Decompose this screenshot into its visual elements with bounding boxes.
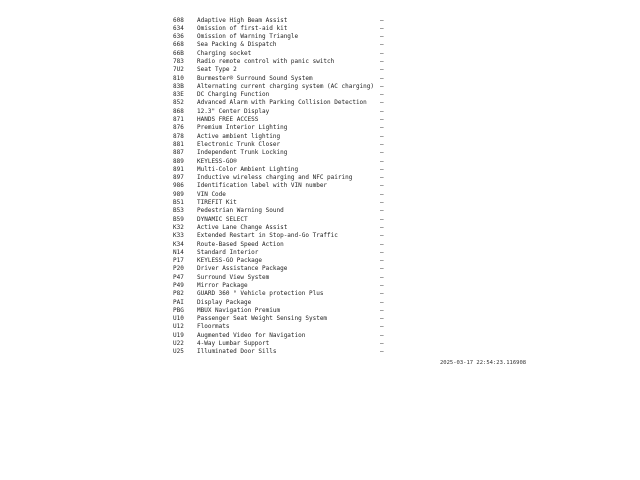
option-description: Active ambient lighting xyxy=(197,132,281,140)
option-status: — xyxy=(380,57,384,65)
option-row xyxy=(173,257,388,265)
option-row xyxy=(173,116,388,124)
option-status: — xyxy=(380,306,384,314)
option-status: — xyxy=(380,323,384,331)
option-row xyxy=(173,83,388,91)
option-status: — xyxy=(380,165,384,173)
option-status: — xyxy=(380,348,384,356)
option-code: U12 xyxy=(173,323,184,331)
option-code: 887 xyxy=(173,149,184,157)
option-description: Sea Packing & Dispatch xyxy=(197,41,277,49)
option-row xyxy=(173,232,388,240)
option-status: — xyxy=(380,215,384,223)
option-status: — xyxy=(380,16,384,24)
option-status: — xyxy=(380,107,384,115)
option-row xyxy=(173,315,388,323)
option-status: — xyxy=(380,49,384,57)
option-description: HANDS FREE ACCESS xyxy=(197,116,259,124)
option-row xyxy=(173,141,388,149)
option-code: P47 xyxy=(173,273,184,281)
option-description: Active Lane Change Assist xyxy=(197,223,288,231)
option-row xyxy=(173,340,388,348)
option-status: — xyxy=(380,124,384,132)
option-status: — xyxy=(380,331,384,339)
option-description: Multi-Color Ambient Lighting xyxy=(197,165,299,173)
option-row xyxy=(173,99,388,107)
option-status: — xyxy=(380,74,384,82)
option-description: TIREFIT Kit xyxy=(197,199,237,207)
option-status: — xyxy=(380,240,384,248)
option-row xyxy=(173,299,388,307)
option-status: — xyxy=(380,199,384,207)
option-row xyxy=(173,274,388,282)
option-code: 636 xyxy=(173,33,184,41)
option-row xyxy=(173,166,388,174)
option-row xyxy=(173,290,388,298)
option-status: — xyxy=(380,149,384,157)
option-description: Alternating current charging system (AC charging) xyxy=(197,82,375,90)
option-description: Display Package xyxy=(197,298,252,306)
option-code: 783 xyxy=(173,57,184,65)
option-code: K32 xyxy=(173,223,184,231)
option-status: — xyxy=(380,91,384,99)
option-status: — xyxy=(380,298,384,306)
option-description: Pedestrian Warning Sound xyxy=(197,207,284,215)
option-code: 83B xyxy=(173,82,184,90)
option-row xyxy=(173,307,388,315)
option-status: — xyxy=(380,157,384,165)
option-code: 878 xyxy=(173,132,184,140)
option-code: 668 xyxy=(173,41,184,49)
option-row xyxy=(173,50,388,58)
option-description: Independent Trunk Locking xyxy=(197,149,288,157)
option-description: 12.3" Center Display xyxy=(197,107,270,115)
option-row xyxy=(173,124,388,132)
option-status: — xyxy=(380,99,384,107)
option-code: 891 xyxy=(173,165,184,173)
option-description: Route-Based Speed Action xyxy=(197,240,284,248)
option-status: — xyxy=(380,33,384,41)
option-code: B59 xyxy=(173,215,184,223)
option-row xyxy=(173,75,388,83)
option-status: — xyxy=(380,273,384,281)
option-code: P17 xyxy=(173,257,184,265)
option-code: 876 xyxy=(173,124,184,132)
option-description: VIN Code xyxy=(197,190,226,198)
option-code: PBG xyxy=(173,306,184,314)
option-code: 986 xyxy=(173,182,184,190)
option-status: — xyxy=(380,265,384,273)
option-row xyxy=(173,133,388,141)
option-row xyxy=(173,33,388,41)
option-code: 897 xyxy=(173,174,184,182)
option-code: 608 xyxy=(173,16,184,24)
option-description: Electronic Trunk Closer xyxy=(197,140,281,148)
option-status: — xyxy=(380,66,384,74)
option-row xyxy=(173,249,388,257)
option-status: — xyxy=(380,132,384,140)
option-row xyxy=(173,91,388,99)
option-code: 83E xyxy=(173,91,184,99)
option-row xyxy=(173,241,388,249)
option-row xyxy=(173,174,388,182)
option-description: Adaptive High Beam Assist xyxy=(197,16,288,24)
option-row xyxy=(173,25,388,33)
option-description: Augmented Video for Navigation xyxy=(197,331,306,339)
option-status: — xyxy=(380,207,384,215)
option-status: — xyxy=(380,24,384,32)
option-description: Standard Interior xyxy=(197,248,259,256)
option-row xyxy=(173,199,388,207)
option-description: Surround View System xyxy=(197,273,270,281)
option-row xyxy=(173,149,388,157)
option-row xyxy=(173,348,388,356)
option-description: Identification label with VIN number xyxy=(197,182,328,190)
option-row xyxy=(173,224,388,232)
option-description: KEYLESS-GO Package xyxy=(197,257,263,265)
option-status: — xyxy=(380,82,384,90)
option-status: — xyxy=(380,282,384,289)
option-status: — xyxy=(380,174,384,182)
option-row xyxy=(173,108,388,116)
option-code: 889 xyxy=(173,157,184,165)
option-row xyxy=(173,323,388,331)
option-status: — xyxy=(380,290,384,298)
option-description: Omission of Warning Triangle xyxy=(197,33,299,41)
option-description: Charging socket xyxy=(197,49,252,57)
option-code: P82 xyxy=(173,290,184,298)
option-code: N14 xyxy=(173,248,184,256)
option-code: U25 xyxy=(173,348,184,356)
option-row xyxy=(173,207,388,215)
option-code: 7U2 xyxy=(173,66,184,74)
option-description: Radio remote control with panic switch xyxy=(197,57,335,65)
option-row xyxy=(173,58,388,66)
option-description: Illuminated Door Sills xyxy=(197,348,277,356)
option-description: Driver Assistance Package xyxy=(197,265,288,273)
option-code: 868 xyxy=(173,107,184,115)
option-description: Inductive wireless charging and NFC pairing xyxy=(197,174,353,182)
option-status: — xyxy=(380,182,384,190)
option-status: — xyxy=(380,116,384,124)
option-status: — xyxy=(380,232,384,240)
option-code: P49 xyxy=(173,282,184,289)
options-list xyxy=(173,17,388,357)
option-status: — xyxy=(380,257,384,265)
option-row xyxy=(173,265,388,273)
option-description: Omission of first-aid kit xyxy=(197,24,288,32)
option-description: Premium Interior Lighting xyxy=(197,124,288,132)
option-status: — xyxy=(380,41,384,49)
option-code: P20 xyxy=(173,265,184,273)
option-row xyxy=(173,216,388,224)
option-code: 852 xyxy=(173,99,184,107)
option-code: 871 xyxy=(173,116,184,124)
option-row xyxy=(173,332,388,340)
option-description: DYNAMIC SELECT xyxy=(197,215,248,223)
timestamp: 2025-03-17 22:54:23.116908 xyxy=(440,360,527,366)
option-row xyxy=(173,41,388,49)
option-row xyxy=(173,182,388,190)
option-description: MBUX Navigation Premium xyxy=(197,306,281,314)
option-status: — xyxy=(380,223,384,231)
option-code: K34 xyxy=(173,240,184,248)
option-status: — xyxy=(380,315,384,323)
option-description: Advanced Alarm with Parking Collision Detection xyxy=(197,99,367,107)
option-code: B53 xyxy=(173,207,184,215)
option-description: Floormats xyxy=(197,323,230,331)
option-description: Mirror Package xyxy=(197,282,248,289)
option-code: 881 xyxy=(173,140,184,148)
option-description: KEYLESS-GO® xyxy=(197,157,237,165)
option-row xyxy=(173,158,388,166)
option-description: Extended Restart in Stop-and-Go Traffic xyxy=(197,232,338,240)
option-status: — xyxy=(380,340,384,348)
option-status: — xyxy=(380,190,384,198)
option-row xyxy=(173,282,388,290)
option-code: K33 xyxy=(173,232,184,240)
option-code: 634 xyxy=(173,24,184,32)
option-description: Seat Type 2 xyxy=(197,66,237,74)
option-code: U10 xyxy=(173,315,184,323)
option-code: 810 xyxy=(173,74,184,82)
option-description: Burmester® Surround Sound System xyxy=(197,74,313,82)
option-code: PAI xyxy=(173,298,184,306)
option-description: 4-Way Lumbar Support xyxy=(197,340,270,348)
option-description: GUARD 360 ° Vehicle protection Plus xyxy=(197,290,324,298)
option-code: B51 xyxy=(173,199,184,207)
option-code: U22 xyxy=(173,340,184,348)
option-description: Passenger Seat Weight Sensing System xyxy=(197,315,328,323)
option-row xyxy=(173,66,388,74)
option-status: — xyxy=(380,248,384,256)
option-code: 66B xyxy=(173,49,184,57)
option-description: DC Charging Function xyxy=(197,91,270,99)
option-row xyxy=(173,191,388,199)
option-code: U19 xyxy=(173,331,184,339)
option-code: 989 xyxy=(173,190,184,198)
option-status: — xyxy=(380,140,384,148)
option-row xyxy=(173,17,388,25)
